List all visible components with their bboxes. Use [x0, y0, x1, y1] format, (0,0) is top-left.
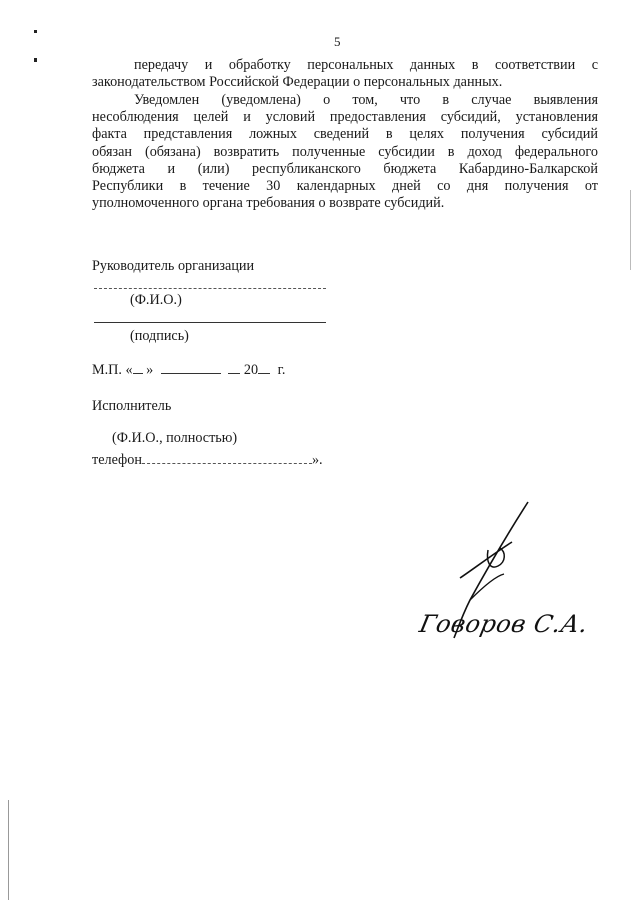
- scan-dot: [34, 58, 37, 62]
- phone-line: [92, 452, 323, 469]
- stamp-date-line: [92, 362, 285, 379]
- consent-paragraph: [92, 57, 598, 91]
- notice-paragraph: [92, 92, 598, 212]
- head-title: Руководитель организации: [92, 258, 255, 274]
- phone-label: телефон: [92, 452, 142, 468]
- paragraph-line: законодательством Российской Федерации о персональных данных.: [92, 74, 503, 91]
- year-prefix: 20: [243, 362, 259, 378]
- phone-end: ».: [311, 452, 323, 468]
- scan-edge-line: [8, 800, 9, 900]
- close-quote: »: [146, 362, 154, 378]
- year-suffix: г.: [277, 362, 286, 378]
- fio-caption: (Ф.И.О.): [130, 292, 182, 308]
- handwritten-name: Говоров С.А.: [417, 610, 591, 638]
- page-number: 5: [334, 34, 341, 49]
- paragraph-line: Республики в течение 30 календарных дней со дня получения от: [92, 178, 598, 195]
- paragraph-line: уполномоченного органа требования о возврате субсидий.: [92, 195, 445, 212]
- mp-label: М.П. «: [92, 362, 133, 378]
- paragraph-line: бюджета и (или) республиканского бюджета Кабардино-Балкарской: [92, 160, 598, 177]
- paragraph-line: несоблюдения целей и условий предоставления субсидий, установления: [92, 109, 598, 126]
- paragraph-line: обязан (обязана) возвратить полученные субсидии в доход федерального: [92, 143, 598, 160]
- paragraph-line: передачу и обработку персональных данных в соответствии с: [134, 57, 598, 73]
- signature-line: [94, 322, 326, 323]
- signature-caption: (подпись): [130, 328, 189, 344]
- fio-line: [94, 288, 326, 289]
- paragraph-line: факта представления ложных сведений в целях получения субсидий: [92, 126, 598, 143]
- paragraph-line: Уведомлен (уведомлена) о том, что в случае выявления: [134, 92, 598, 108]
- scan-edge-line: [630, 190, 631, 270]
- executor-fio-caption: (Ф.И.О., полностью): [112, 430, 238, 446]
- executor-title: Исполнитель: [92, 398, 172, 414]
- scan-dot: [34, 30, 37, 33]
